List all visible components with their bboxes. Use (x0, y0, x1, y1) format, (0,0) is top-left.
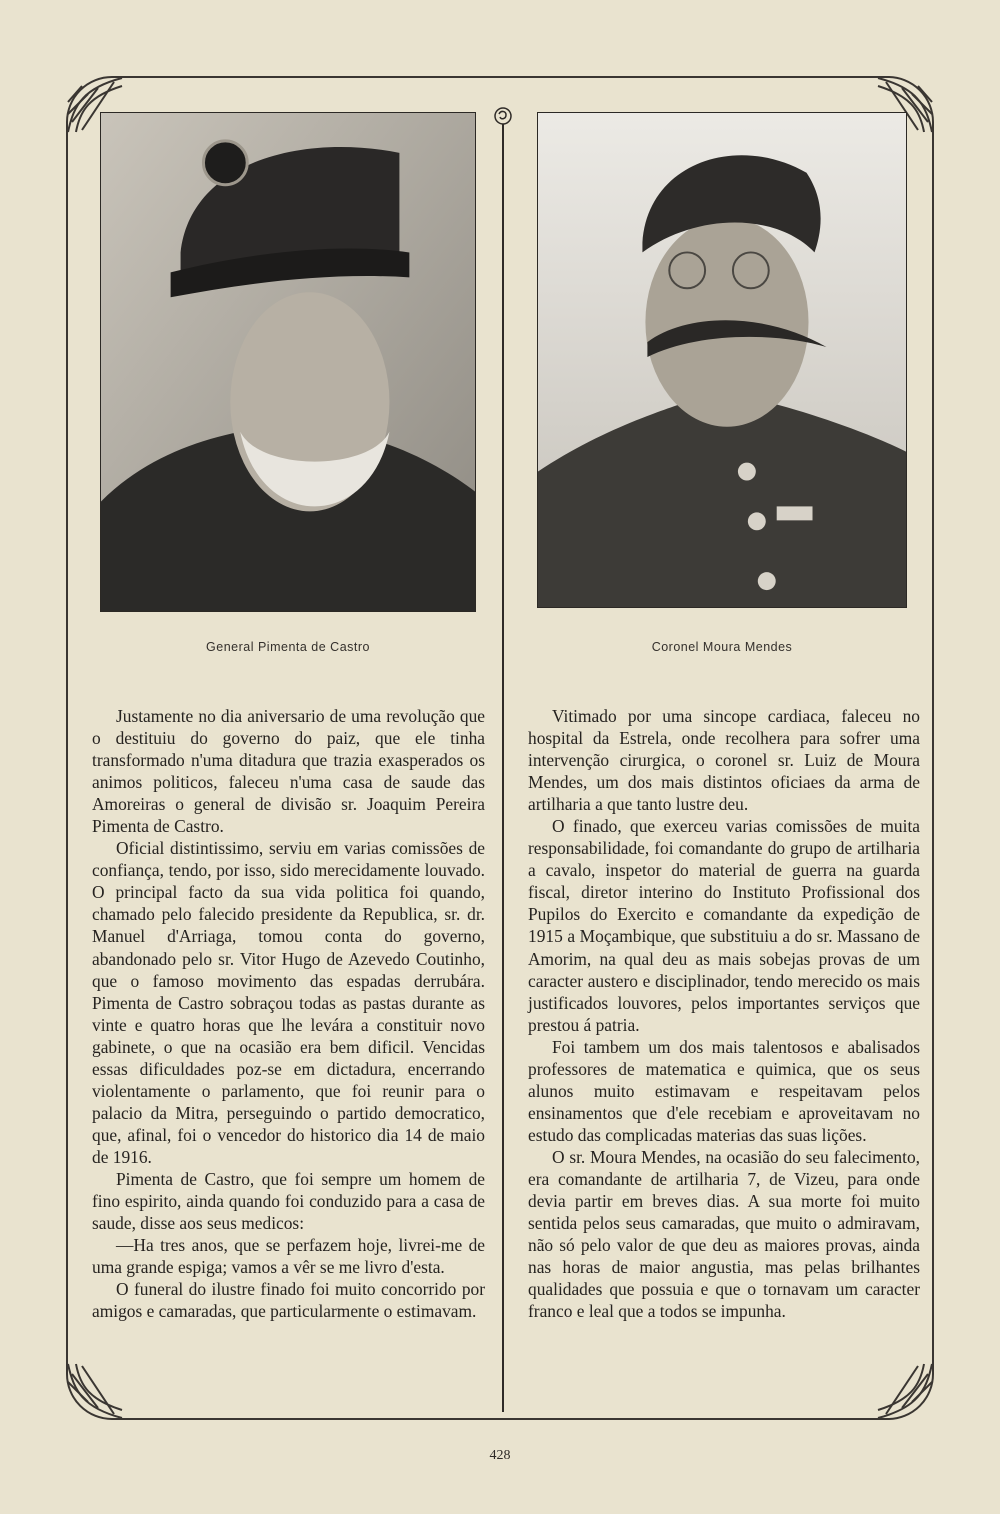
corner-ornament-bottom-right (874, 1360, 936, 1422)
page-number: 428 (489, 1448, 511, 1463)
paragraph-quote: —Ha tres anos, que se perfazem hoje, livrei-me de uma grande espiga; vamos a vêr se me livro d'esta. (92, 1235, 485, 1278)
paragraph: O finado, que exerceu varias comissões de muita responsabilidade, foi comandante do grupo de artilharia a cavalo, inspetor do material de guerra na guarda fiscal, diretor interino do Instituto Profissional dos Pupilos do Exercito e comandante da expedição de 1915 a Moçambique, que substituiu a do sr. Massano de Amorim, na qual deu as mais sobejas provas de um caracter austero e disciplinador, tendo merecido os mais justificados louvores, pelos importantes serviços que prestou á patria. (528, 816, 920, 1035)
left-column-article (92, 705, 485, 1322)
corner-ornament-bottom-left (64, 1360, 126, 1422)
paragraph: O funeral do ilustre finado foi muito concorrido por amigos e camaradas, que particularmente o estimavam. (92, 1279, 485, 1322)
portrait-general-pimenta-de-castro (100, 112, 476, 612)
paragraph: Vitimado por uma sincope cardiaca, faleceu no hospital da Estrela, onde recolhera para sofrer uma intervenção cirurgica, o coronel sr. Luiz de Moura Mendes, um dos mais distintos oficiaes da arma de artilharia a que tanto lustre deu. (528, 706, 920, 815)
column-divider (502, 124, 504, 1412)
paragraph: Oficial distintissimo, serviu em varias comissões de confiança, tendo, por isso, sido merecidamente louvado. O principal facto da sua vida politica foi quando, chamado pelo falecido presidente da Republica, sr. dr. Manuel d'Arriaga, tomou conta do governo, abandonado pelo sr. Vitor Hugo de Azevedo Coutinho, que o famoso movimento das espadas derrubára. Pimenta de Castro sobraçou todas as pastas durante as vinte e quatro horas que lhe levára a constituir novo gabinete, o que na ocasião era bem dificil. Vencidas essas dificuldades poz-se em dictadura, encerrando violentamente o parlamento, que foi reunir para o palacio da Mitra, perseguindo o partido democratico, que, afinal, foi o vencedor do historico dia 14 de maio de 1916. (92, 838, 485, 1167)
caption-right: Coronel Moura Mendes (651, 640, 793, 654)
portrait-coronel-moura-mendes (537, 112, 907, 608)
right-column-article (528, 705, 920, 1322)
caption-left: General Pimenta de Castro (206, 640, 370, 654)
paragraph: O sr. Moura Mendes, na ocasião do seu falecimento, era comandante de artilharia 7, de Vizeu, para onde devia partir em breves dias. A sua morte foi muito sentida pelos seus camaradas, que muito o admiravam, não só pelo valor de que deu as maiores provas, ainda nas horas de maior angustia, mas pelas brilhantes qualidades que possuia e que o tornavam um caracter franco e leal que a todos se impunha. (528, 1146, 920, 1322)
paragraph: Justamente no dia aniversario de uma revolução que o destituiu do governo do paiz, que ele tinha transformado n'uma ditadura que trazia exasperados os animos politicos, faleceu n'uma casa de saude das Amoreiras o general de divisão sr. Joaquim Pereira Pimenta de Castro. (92, 706, 485, 837)
paragraph: Pimenta de Castro, que foi sempre um homem de fino espirito, ainda quando foi conduzido para a casa de saude, disse aos seus medicos: (92, 1168, 485, 1234)
paragraph: Foi tambem um dos mais talentosos e abalisados professores de matematica e quimica, que os seus alunos muito estimavam e respeitavam pelos ensinamentos que d'ele recebiam e aproveitavam no estudo das complicadas materias das suas lições. (528, 1036, 920, 1145)
